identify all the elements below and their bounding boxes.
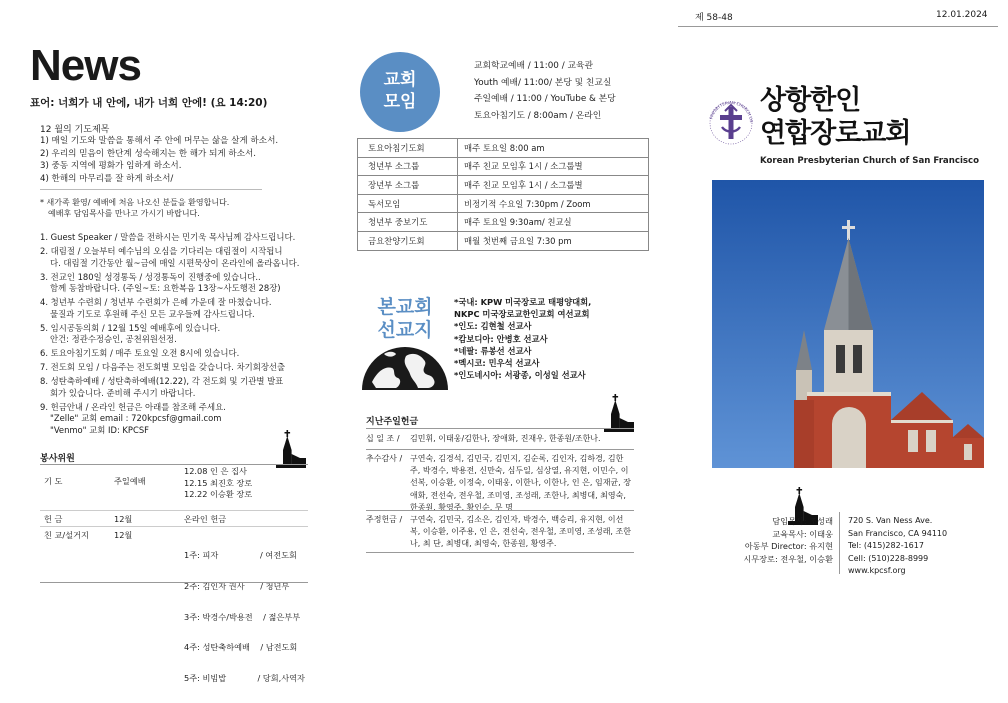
announcement-text: 2. 대림절 / 오늘부터 예수님의 오심을 기다리는 대림절이 시작됩니 xyxy=(40,246,283,256)
prayer-entry: 12.08 인 은 집사 xyxy=(184,466,247,476)
announcement-item xyxy=(40,297,308,320)
meeting-name: 토요아침기도회 xyxy=(358,139,458,158)
offering-names: 구연숙, 김경석, 김민국, 김민지, 김순록, 김인자, 김하경, 김한주, 박경수, 박용전, 신만숙, 심두일, 심상열, 유지현, 이민수, 이선복, 이승환, 이정숙, 이태웅, 이한나, 이한나, 인 은, 임재균, 장애화, 전선숙, 전우철, 조미영, 조성래, 조한나, 최병대, 최영숙, 한종원, 황영주, 황인순, 무 명 xyxy=(410,454,631,512)
prayer-title: 12 월의 기도제목 xyxy=(40,125,110,135)
serving-schedule xyxy=(184,530,305,703)
announcement-item xyxy=(40,362,308,374)
divider xyxy=(366,449,634,450)
announcement-text: 1. Guest Speaker / 말씀을 전하시는 민기욱 목사님께 감사드립니다. xyxy=(40,232,296,242)
divider xyxy=(366,552,634,553)
missions-title-line: 선교지 xyxy=(377,319,433,341)
meeting-schedule-table xyxy=(357,138,649,251)
offering-row xyxy=(366,514,634,550)
offering-names: 김민휘, 이태웅/김한나, 장애화, 진재우, 한종원/조한나. xyxy=(410,434,601,443)
staff-entry: 아동부 Director: 유지현 xyxy=(744,541,833,551)
staff-list xyxy=(740,515,833,565)
globe-icon xyxy=(362,342,448,394)
theme-verse: 표어: 너희가 내 안에, 내가 너희 안에! (요 14:20) xyxy=(30,97,268,109)
meeting-time: 매월 첫번째 금요일 7:30 pm xyxy=(458,231,649,250)
missions-title-line: 본교회 xyxy=(377,296,433,318)
offering-label: 주정헌금 / xyxy=(366,515,403,524)
table-row xyxy=(358,157,649,176)
prayer-entry: 12.15 최진호 장로 xyxy=(184,477,253,488)
offering-label: 추수감사 / xyxy=(366,454,403,463)
worship-time: 교회학교예배 / 11:00 / 교육관 xyxy=(474,61,593,71)
divider xyxy=(40,464,308,465)
meeting-time: 매주 토요일 8:00 am xyxy=(458,139,649,158)
worship-time: Youth 예배/ 11:00/ 본당 및 친교실 xyxy=(474,77,612,88)
missions-title xyxy=(370,296,440,342)
welcome-line: 예배후 담임목사를 만나고 가시기 바랍니다. xyxy=(48,209,200,218)
worship-times xyxy=(474,58,616,124)
mission-item: *캄보디아: 안병호 선교사 xyxy=(454,333,548,344)
website-link[interactable]: www.kpcsf.org xyxy=(848,566,906,575)
announcement-text: 6. 토요아침기도회 / 매주 토요일 오전 8시에 있습니다. xyxy=(40,348,240,358)
announcement-item xyxy=(40,376,308,399)
meeting-name: 청년부 중보기도 xyxy=(358,213,458,232)
divider xyxy=(839,512,840,574)
serving-entry: 1주: 피자 / 여전도회 xyxy=(184,550,297,561)
mission-item: *국내: KPW 미국장로교 태평양대회, xyxy=(454,297,592,307)
church-name-korean xyxy=(760,84,911,150)
announcement-text: 4. 청년부 수련회 / 청년부 수련회가 은혜 가운데 잘 마쳤습니다. xyxy=(40,297,272,307)
table-row xyxy=(358,194,649,213)
welcome-line: * 새가족 환영/ 예배에 처음 나오신 분들을 환영합니다. xyxy=(40,198,230,207)
announcement-text: 3. 전교인 180일 성경통독 / 성경통독이 진행중에 있습니다.. xyxy=(40,271,261,282)
announcement-item xyxy=(40,246,308,269)
prayer-item: 4) 한해의 마무리를 잘 하게 하소서/ xyxy=(40,173,174,184)
address-line: San Francisco, CA 94110 xyxy=(848,528,948,538)
announcement-item xyxy=(40,232,308,244)
row-detail: 온라인 헌금 xyxy=(184,514,227,524)
church-name-line: 연합장로교회 xyxy=(760,118,911,149)
venmo-info: "Venmo" 교회 ID: KPCSF xyxy=(50,424,149,435)
worship-time: 주일예배 / 11:00 / YouTube & 본당 xyxy=(474,94,616,104)
header-rule xyxy=(678,26,998,27)
prayer-entry: 12.22 이승환 장로 xyxy=(184,489,253,499)
serving-entry: 4주: 성탄축하예배 / 남전도회 xyxy=(184,642,298,653)
announcement-sub: 함께 동참바랍니다. (주일~토: 요한복음 13장~사도행전 28장) xyxy=(50,283,281,293)
church-building-photo xyxy=(712,180,984,468)
announcement-text: 8. 성탄축하예배 / 성탄축하예배(12.22), 각 전도회 및 기관별 발표 xyxy=(40,376,284,386)
meeting-time: 매주 토요일 9:30am/ 친교실 xyxy=(458,213,649,232)
serving-entry: 5주: 비빔밥 / 당회,사역자 xyxy=(184,672,305,683)
meeting-time: 매주 친교 모임후 1시 / 소그룹별 xyxy=(458,176,649,195)
meeting-name: 금요찬양기도회 xyxy=(358,231,458,250)
volunteer-offering-row xyxy=(44,514,308,526)
announcement-sub: 회가 있습니다. 준비해 주시기 바랍니다. xyxy=(50,387,196,398)
meeting-name: 독서모임 xyxy=(358,194,458,213)
announcement-list xyxy=(40,232,308,436)
church-silhouette-icon xyxy=(276,430,306,468)
meeting-name: 청년부 소그룹 xyxy=(358,157,458,176)
serving-entry: 2주: 김인자 권사 / 청년부 xyxy=(184,581,290,592)
church-silhouette-icon xyxy=(604,394,634,432)
mission-item: *멕시코: 민우석 선교사 xyxy=(454,358,540,369)
announcement-sub: 물질과 기도로 후원해 주신 모든 교우들께 감사드립니다. xyxy=(50,308,255,319)
worship-time: 토요아침기도 / 8:00am / 온라인 xyxy=(474,110,602,121)
announcement-sub: 안건: 정관수정승인, 공천위원선정. xyxy=(50,334,177,344)
staff-entry: 교육목사: 이태웅 xyxy=(772,528,833,539)
phone-line: Tel: (415)282-1617 xyxy=(848,541,924,550)
mission-item: *인도: 김현철 선교사 xyxy=(454,321,532,332)
volunteer-serving-row xyxy=(44,530,308,683)
volunteer-prayer-row xyxy=(44,466,308,502)
staff-entry: 담임목사: 조성래 xyxy=(772,516,833,526)
announcement-item xyxy=(40,402,308,437)
row-label: 기 도 xyxy=(44,476,63,486)
meeting-name: 장년부 소그룹 xyxy=(358,176,458,195)
offering-label: 십 일 조 / xyxy=(366,434,400,443)
missions-list xyxy=(454,296,591,381)
announcement-item xyxy=(40,272,308,295)
serving-entry: 3주: 박경수/박용전 / 젊은부부 xyxy=(184,611,301,622)
staff-entry: 시무장로: 전우철, 이승환 xyxy=(743,553,833,564)
volunteers-heading: 봉사위원 xyxy=(40,454,75,464)
row-month: 12월 xyxy=(114,530,133,540)
announcement-text: 7. 전도회 모임 / 다음주는 전도회별 모임을 갖습니다. 차기회장선출 xyxy=(40,362,286,372)
issue-number: 제 58-48 xyxy=(695,13,733,23)
table-row xyxy=(358,231,649,250)
offering-names: 구연숙, 김민국, 김소은, 김인자, 박경수, 백승리, 유지현, 이선복, 이승환, 이주용, 인 은, 전선숙, 전우철, 조미영, 조성래, 조한나, 최 단, 최병대, 최영숙, 한종원, 황영주. xyxy=(410,515,631,549)
zelle-info: "Zelle" 교회 email : 720kpcsf@gmail.com xyxy=(50,413,222,423)
address-line: 720 S. Van Ness Ave. xyxy=(848,516,933,525)
divider xyxy=(40,510,308,511)
meeting-time: 매주 친교 모임후 1시 / 소그룹별 xyxy=(458,157,649,176)
row-label: 친 교/설거지 xyxy=(44,530,89,540)
pcusa-logo xyxy=(706,93,756,153)
offering-row xyxy=(366,453,634,512)
table-row xyxy=(358,176,649,195)
offering-heading: 지난주일헌금 xyxy=(366,417,419,427)
news-title: News xyxy=(30,41,141,90)
divider xyxy=(40,526,308,527)
worship-badge-line: 교회 xyxy=(383,70,417,90)
offering-row xyxy=(366,433,634,447)
worship-badge xyxy=(360,52,440,132)
issue-date: 12.01.2024 xyxy=(936,10,988,20)
row-type: 주일예배 xyxy=(114,476,146,486)
divider xyxy=(40,189,262,190)
prayer-item: 2) 우리의 믿음이 한단계 성숙해지는 한 해가 되게 하소서. xyxy=(40,148,257,159)
welcome-note xyxy=(40,197,229,219)
contact-block xyxy=(848,515,947,578)
row-month: 12월 xyxy=(114,514,133,524)
divider xyxy=(366,510,634,511)
prayer-item: 3) 중동 지역에 평화가 임하게 하소서. xyxy=(40,161,182,172)
meeting-time: 비정기적 수요일 7:30pm / Zoom xyxy=(458,194,649,213)
worship-badge-line: 모임 xyxy=(383,92,417,112)
church-name-english: Korean Presbyterian Church of San Francisco xyxy=(760,156,979,166)
announcement-sub: 다. 대림절 기간동안 월~금에 매일 시편묵상이 온라인에 올라옵니다. xyxy=(50,257,300,268)
mission-item: *인도네시아: 서광종, 이성일 선교사 xyxy=(454,370,586,381)
prayer-list xyxy=(40,135,278,185)
mission-item: NKPC 미국장로교한인교회 여선교회 xyxy=(454,309,590,320)
row-label: 헌 금 xyxy=(44,514,63,524)
table-row xyxy=(358,139,649,158)
divider xyxy=(40,582,308,583)
cell-line: Cell: (510)228-8999 xyxy=(848,553,929,563)
announcement-text: 9. 헌금안내 / 온라인 헌금은 아래를 참조해 주세요. xyxy=(40,401,226,412)
prayer-item: 1) 매일 기도와 말씀을 통해서 주 안에 머무는 삶을 살게 하소서. xyxy=(40,136,279,146)
announcement-text: 5. 임시공동의회 / 12월 15일 예배후에 있습니다. xyxy=(40,322,221,333)
mission-item: *네팔: 류봉선 선교사 xyxy=(454,345,532,356)
church-name-line: 상항한인 xyxy=(760,85,861,116)
announcement-item xyxy=(40,323,308,346)
table-row xyxy=(358,213,649,232)
logo-lettering: PRESBYTERIAN CHURCH US xyxy=(708,99,755,123)
prayer-schedule xyxy=(184,466,252,501)
divider xyxy=(366,428,634,429)
announcement-item xyxy=(40,348,308,360)
